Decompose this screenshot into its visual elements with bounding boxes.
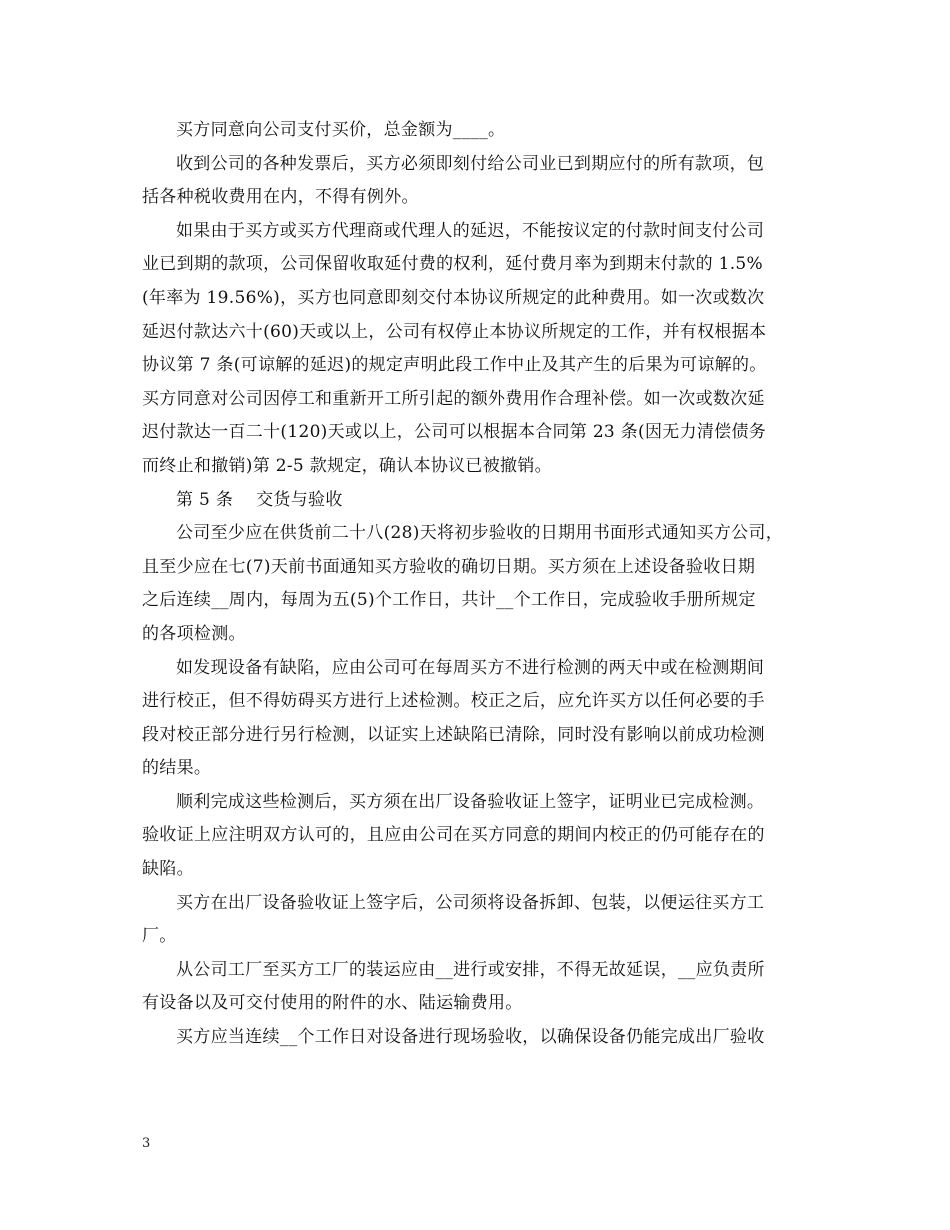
text-line: 进行校正，但不得妨碍买方进行上述检测。校正之后，应允许买方以任何必要的手 bbox=[142, 691, 765, 712]
text-line: 顺利完成这些检测后，买方须在出厂设备验收证上签字，证明业已完成检测。 bbox=[176, 791, 765, 812]
section-heading-text: 第 5 条 交货与验收 bbox=[176, 489, 343, 510]
document-body bbox=[142, 114, 822, 1055]
text-line: 从公司工厂至买方工厂的装运应由__进行或安排，不得无故延误，__应负责所 bbox=[176, 959, 765, 980]
text-line: 且至少应在七(7)天前书面通知买方验收的确切日期。买方须在上述设备验收日期 bbox=[142, 556, 756, 577]
paragraph-dismantle-pack bbox=[142, 887, 822, 954]
text-line: 段对校正部分进行另行检测，以证实上述缺陷已清除，同时没有影响以前成功检测 bbox=[142, 724, 765, 745]
text-line: 而终止和撤销)第 2-5 款规定，确认本协议已被撤销。 bbox=[142, 455, 552, 476]
text-line: 如果由于买方或买方代理商或代理人的延迟，不能按议定的付款时间支付公司 bbox=[176, 220, 765, 241]
text-line: 的结果。 bbox=[142, 758, 212, 779]
paragraph-invoice-payment bbox=[142, 148, 822, 215]
text-line: 括各种税收费用在内，不得有例外。 bbox=[142, 187, 419, 208]
page-number: 3 bbox=[142, 1136, 151, 1151]
text-line: 验收证上应注明双方认可的，且应由公司在买方同意的期间内校正的仍可能存在的 bbox=[142, 825, 765, 846]
text-line: 业已到期的款项，公司保留收取延付费的权利，延付费月率为到期末付款的 1.5% bbox=[142, 254, 763, 275]
section-heading-article-5 bbox=[142, 484, 822, 518]
text-line: 延迟付款达六十(60)天或以上，公司有权停止本协议所规定的工作，并有权根据本 bbox=[142, 321, 767, 342]
text-line: 厂。 bbox=[142, 926, 177, 947]
text-line: 买方同意对公司因停工和重新开工所引起的额外费用作合理补偿。如一次或数次延 bbox=[142, 388, 765, 409]
text-line: 买方同意向公司支付买价，总金额为____。 bbox=[176, 120, 506, 140]
text-line: 缺陷。 bbox=[142, 859, 194, 880]
text-line: 有设备以及可交付使用的附件的水、陆运输费用。 bbox=[142, 993, 523, 1014]
text-line: (年率为 19.56%)，买方也同意即刻交付本协议所规定的此种费用。如一次或数次 bbox=[142, 287, 765, 308]
text-line: 公司至少应在供货前二十八(28)天将初步验收的日期用书面形式通知买方公司， bbox=[176, 523, 783, 544]
text-line: 迟付款达一百二十(120)天或以上，公司可以根据本合同第 23 条(因无力清偿债务 bbox=[142, 422, 767, 443]
paragraph-acceptance-notice bbox=[142, 517, 822, 651]
text-line: 协议第 7 条(可谅解的延迟)的规定声明此段工作中止及其产生的后果为可谅解的。 bbox=[142, 355, 767, 376]
text-line: 之后连续__周内，每周为五(5)个工作日，共计__个工作日，完成验收手册所规定 bbox=[142, 590, 756, 611]
paragraph-late-payment bbox=[142, 215, 822, 484]
text-line: 买方应当连续__个工作日对设备进行现场验收，以确保设备仍能完成出厂验收 bbox=[176, 1027, 765, 1048]
text-line: 的各项检测。 bbox=[142, 623, 246, 644]
text-line: 买方在出厂设备验收证上签字后，公司须将设备拆卸、包装，以便运往买方工 bbox=[176, 892, 765, 913]
paragraph-site-acceptance bbox=[142, 1021, 822, 1055]
paragraph-acceptance-certificate bbox=[142, 786, 822, 887]
text-line: 如发现设备有缺陷，应由公司可在每周买方不进行检测的两天中或在检测期间 bbox=[176, 657, 765, 678]
paragraph-payment-amount bbox=[142, 114, 822, 148]
text-line: 收到公司的各种发票后，买方必须即刻付给公司业已到期应付的所有款项，包 bbox=[176, 153, 765, 174]
paragraph-defect-correction bbox=[142, 652, 822, 786]
paragraph-shipping bbox=[142, 954, 822, 1021]
